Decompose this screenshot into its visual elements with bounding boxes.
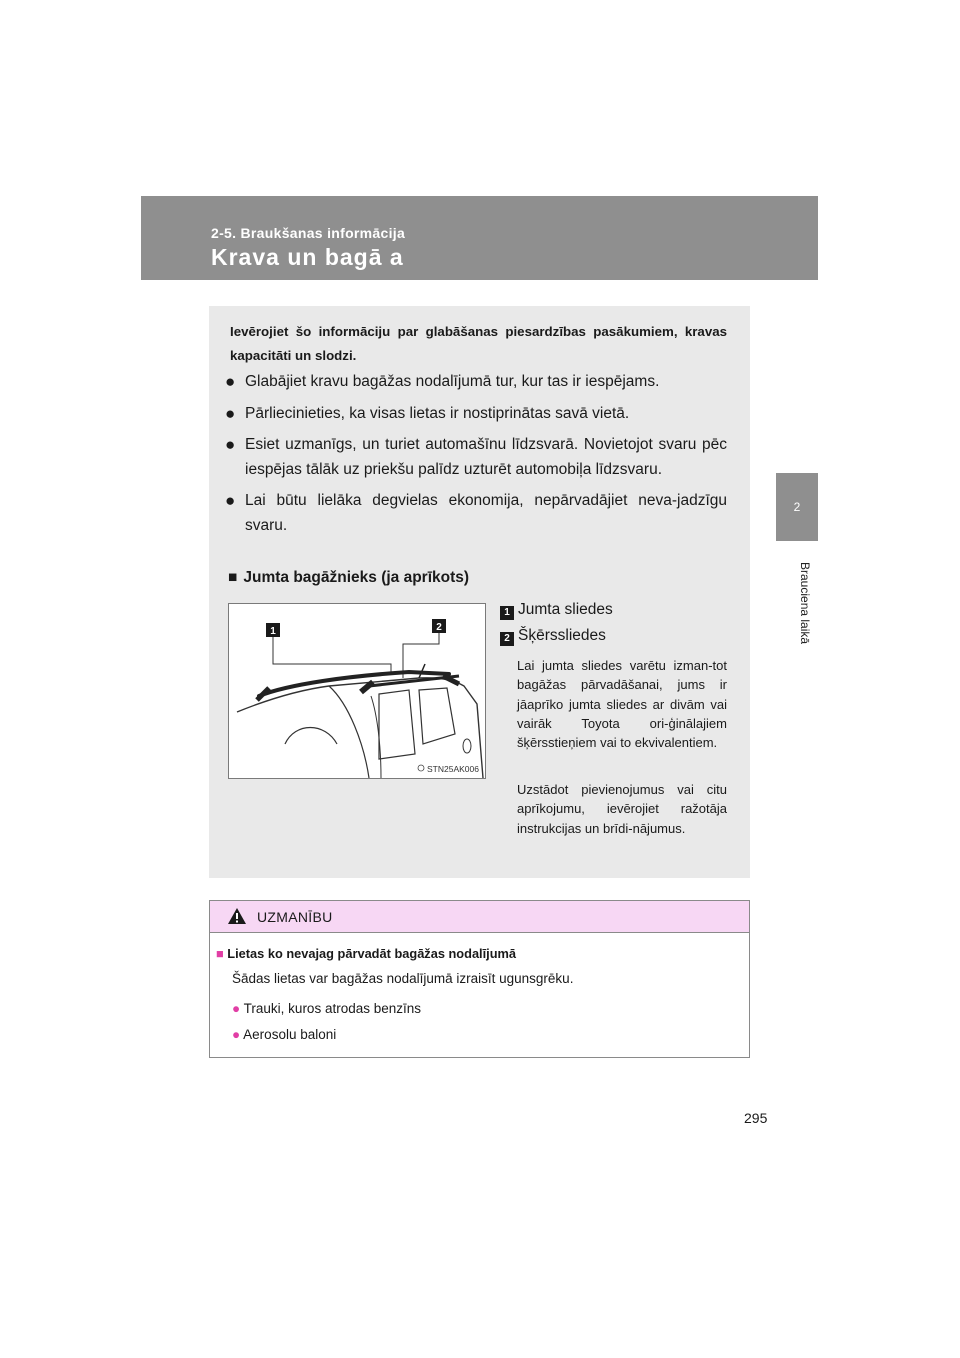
car-window-front xyxy=(379,690,415,759)
list-item xyxy=(232,996,421,1022)
caution-subheading-text: Lietas ko nevajag pārvadāt bagāžas nodalījumā xyxy=(227,946,517,961)
caution-subheading xyxy=(216,946,516,961)
page-number: 295 xyxy=(744,1110,768,1126)
figure-code: STN25AK006 xyxy=(427,764,479,774)
list-item xyxy=(227,489,727,538)
square-bullet-icon: ■ xyxy=(228,569,238,586)
bullet-icon: ● xyxy=(232,1001,241,1016)
car-a-pillar xyxy=(329,686,369,778)
bullet-icon: ● xyxy=(232,1027,241,1042)
car-roof-rack-illustration xyxy=(229,604,485,778)
caution-list xyxy=(232,996,421,1048)
list-item xyxy=(232,1022,421,1048)
list-item-text: Trauki, kuros atrodas benzīns xyxy=(243,1001,422,1016)
legend-text: Jumta sliedes xyxy=(518,601,613,618)
list-item-text: Glabājiet kravu bagāžas nodalījumā tur, kur tas ir iespējams. xyxy=(245,373,660,390)
figure-legend xyxy=(500,598,730,650)
list-item xyxy=(227,402,727,427)
caution-header xyxy=(210,901,749,933)
legend-number: 1 xyxy=(500,606,514,620)
caution-box xyxy=(209,900,750,1058)
bullet-icon: ● xyxy=(225,491,236,510)
leader-line-1 xyxy=(273,637,391,672)
roof-rack-figure xyxy=(228,603,486,779)
roof-rack-heading xyxy=(228,569,469,587)
car-wheel-arch xyxy=(285,728,337,745)
legend-text: Šķērssliedes xyxy=(518,627,606,644)
car-mirror xyxy=(463,739,471,753)
section-title: 2-5. Braukšanas informācija xyxy=(211,225,406,241)
page-title: Krava un bagā a xyxy=(211,244,404,270)
info-box xyxy=(209,306,750,878)
intro-text: Ievērojiet šo informāciju par glabāšanas piesardzības pasākumiem, kravas kapacitāti un slodzi. xyxy=(230,324,727,363)
car-window-rear xyxy=(419,688,455,744)
warning-icon xyxy=(227,907,247,925)
legend-number: 2 xyxy=(500,632,514,646)
bullet-icon: ● xyxy=(225,372,236,391)
list-item xyxy=(227,370,727,395)
figure-label-1: 1 xyxy=(270,626,276,637)
chapter-label-text: Brauciena laikā xyxy=(798,561,812,645)
list-item xyxy=(227,433,727,482)
roof-rack-heading-text: Jumta bagāžnieks (ja aprīkots) xyxy=(243,569,470,586)
caution-body: Šādas lietas var bagāžas nodalījumā izraisīt ugunsgrēku. xyxy=(232,971,574,986)
bullet-icon: ● xyxy=(225,435,236,454)
list-item-text: Esiet uzmanīgs, un turiet automašīnu līdzsvarā. Novietojot svaru pēc iespējas tālāk uz priekšu palīdz uzturēt automobiļa līdzsvaru. xyxy=(245,436,727,478)
bullet-icon: ● xyxy=(225,403,236,423)
legend-item xyxy=(500,624,730,648)
caution-title: UZMANĪBU xyxy=(257,909,333,925)
bullet-list xyxy=(227,370,727,545)
figure-label-2: 2 xyxy=(436,622,442,633)
square-bullet-icon: ■ xyxy=(216,946,224,961)
legend-item xyxy=(500,598,730,622)
list-item-text: Aerosolu baloni xyxy=(243,1027,337,1042)
chapter-header xyxy=(141,196,818,280)
figure-code-icon xyxy=(418,765,424,771)
list-item-text: Pārliecinieties, ka visas lietas ir nostiprinātas savā vietā. xyxy=(245,404,630,422)
chapter-tab[interactable]: 2 xyxy=(776,473,818,541)
accessories-note: Uzstādot pievienojumus vai citu aprīkojumu, ievērojiet ražotāja instrukcijas un brīdi-nājumus. xyxy=(517,782,727,836)
list-item-text: Lai būtu lielāka degvielas ekonomija, nepārvadājiet neva-jadzīgu svaru. xyxy=(245,492,727,534)
roof-rail-note: Lai jumta sliedes varētu izman-tot bagāžas pārvadāšanai, jums ir jāaprīko jumta sliedes ar divām vai vairāk Toyota ori-ģinālajiem šķērsstieņiem vai to ekvivalentiem. xyxy=(517,658,727,751)
chapter-label xyxy=(782,548,812,658)
